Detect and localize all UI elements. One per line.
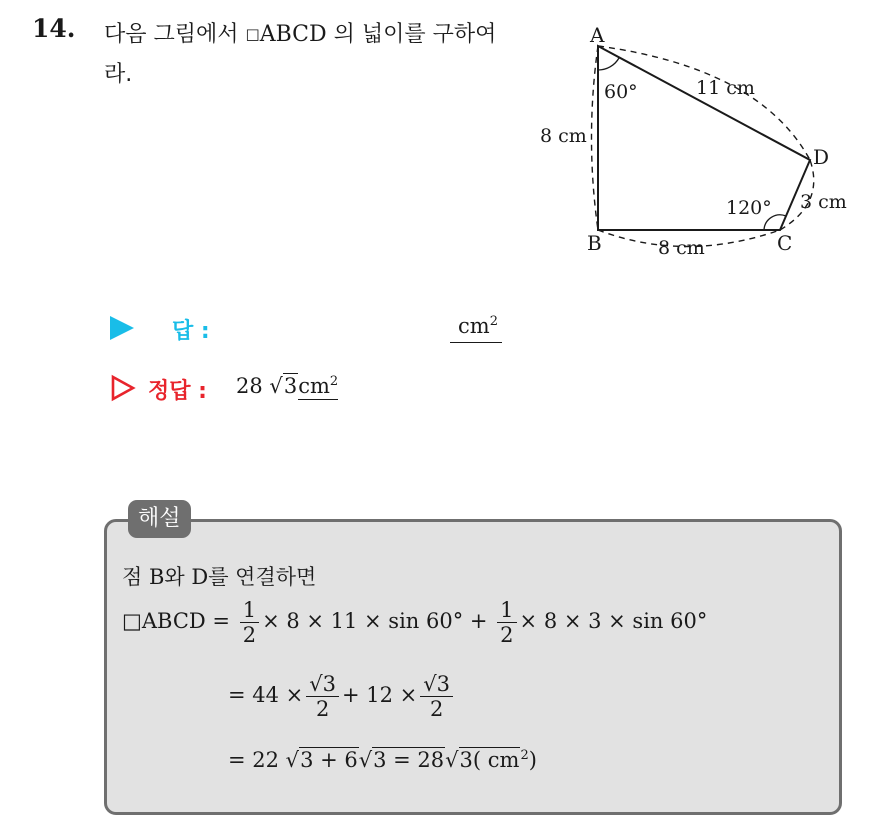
side-cd-label: 3 cm [800, 191, 847, 213]
fraction-root3-half-1: $\frac{√3}{2}$ [306, 672, 339, 721]
label-d: D [813, 145, 830, 169]
solution-line-1: 점 B와 D를 연결하면 [122, 565, 317, 589]
answer-unit-text: cm [458, 314, 490, 338]
side-ad-label: 11 cm [696, 77, 755, 99]
correct-value [236, 374, 338, 398]
quadrilateral-figure [530, 18, 860, 268]
label-a: A [590, 23, 605, 47]
fraction-half-1: $\frac{1}{2}$ [240, 598, 259, 647]
question-number: 14. [32, 14, 76, 43]
quadrilateral-outline [598, 46, 810, 230]
correct-radical: √3 [269, 374, 298, 398]
label-b: B [587, 231, 602, 255]
correct-coefficient: 28 [236, 374, 263, 398]
solution-line-4: = 22 √3 + 6√3 = 28√3( $cm^2$) [228, 748, 537, 772]
answer-unit-exp: 2 [489, 314, 498, 329]
answer-unit [458, 314, 498, 338]
solution-tab: 해설 [128, 500, 191, 538]
question-text-part2: 의 넓이를 구하여라. [104, 22, 497, 87]
shape-name: ABCD [259, 22, 327, 47]
play-triangle-icon [110, 316, 134, 340]
correct-answer-row [110, 372, 530, 408]
side-ab-label: 8 cm [540, 125, 587, 147]
answer-label: 답 : [172, 319, 210, 344]
square-symbol: □ [245, 25, 260, 43]
label-c: C [777, 231, 793, 255]
side-bc-label: 8 cm [658, 237, 705, 259]
angle-a-label: 60° [604, 81, 638, 103]
solution-line-3: = 44 × $\frac{√3}{2}$ + 12 × $\frac{√3}{2}$ [228, 672, 456, 721]
answer-row [110, 312, 530, 348]
outline-triangle-icon [110, 374, 136, 402]
angle-c-label: 120° [726, 197, 772, 219]
solution-line-2: □ABCD = $\frac{1}{2}$ × 8 × 11 × sin 60° + $\frac{1}{2}$ × 8 × 3 × sin 60° [122, 598, 708, 647]
angle-a-arc [598, 58, 619, 70]
question-text [104, 14, 524, 95]
fraction-half-2: $\frac{1}{2}$ [497, 598, 516, 647]
question-text-part1: 다음 그림에서 [104, 22, 246, 47]
fraction-root3-half-2: $\frac{√3}{2}$ [420, 672, 453, 721]
correct-label: 정답 : [148, 379, 207, 404]
correct-unit: $cm^2$ [298, 374, 339, 398]
